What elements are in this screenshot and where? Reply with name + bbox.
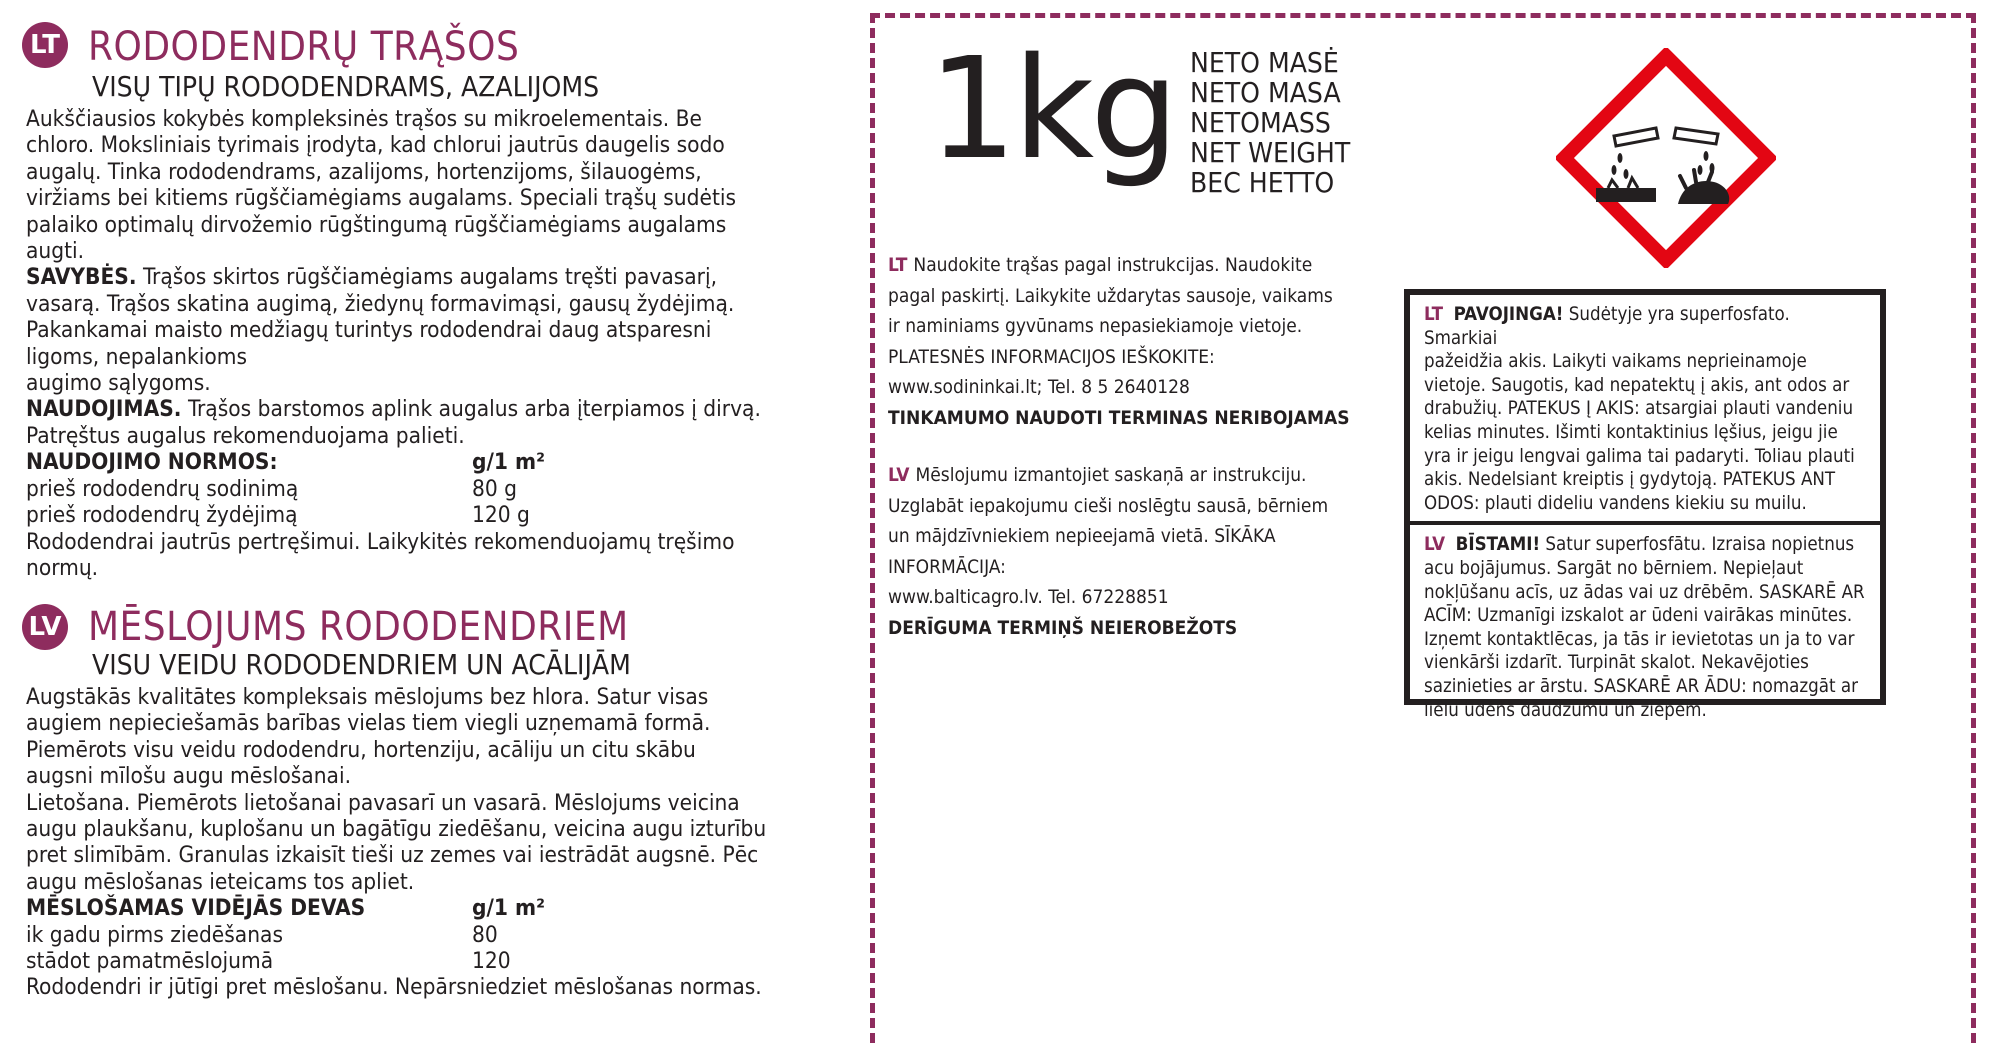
- hazard-lv-line: ACĪM: Uzmanīgi izskalot ar ūdeni vairākas minūtes.: [1424, 605, 1853, 627]
- lt-properties-text: Trąšos skirtos rūgščiamėgiams augalams tręšti pavasarį,: [136, 264, 718, 291]
- lt-rate-label: prieš rododendrų sodinimą: [26, 475, 299, 502]
- lv-rate-row: [26, 948, 826, 974]
- lt-desc-line: viržiams bei kitiems rūgščiamėgiams augalams. Speciali trąšų sudėtis: [26, 185, 737, 212]
- usage-lv-line: un mājdzīvniekiem nepieejamā vietā. SĪKĀKA: [888, 525, 1276, 548]
- lt-desc-line: palaiko optimalų dirvožemio rūgštingumą rūgščiamėgiams augalams: [26, 211, 727, 238]
- hazard-lt-line: yra ir jeigu lengvai galima tai padaryti. Toliau plauti: [1424, 445, 1855, 467]
- lt-product-subtitle: VISŲ TIPŲ RODODENDRAMS, AZALIJOMS: [92, 70, 600, 103]
- net-weight-label: NET WEIGHT: [1190, 136, 1351, 169]
- lt-desc-line: Aukščiausios kokybės kompleksinės trąšos su mikroelementais. Be: [26, 106, 702, 132]
- lt-rate-row: [26, 476, 826, 502]
- hazard-statements-box: [1404, 289, 1886, 721]
- usage-lv-line: Mēslojumu izmantojiet saskaņā ar instrukciju.: [915, 464, 1307, 486]
- lt-desc-line: chloro. Moksliniais tyrimais įrodyta, kad chlorui jautrūs daugelis sodo: [26, 132, 725, 159]
- usage-lv-expiry: DERĪGUMA TERMIŅŠ NEIEROBEŽOTS: [888, 616, 1238, 639]
- usage-lt-expiry: TINKAMUMO NAUDOTI TERMINAS NERIBOJAMAS: [888, 406, 1350, 429]
- lt-rate-label: prieš rododendrų žydėjimą: [26, 502, 298, 529]
- hazard-lv-line: sazinieties ar ārstu. SASKARĒ AR ĀDU: nomazgāt ar: [1424, 675, 1859, 697]
- lt-rate-row: [26, 502, 826, 528]
- hazard-lv-tag: LV: [1424, 534, 1446, 556]
- lv-rates-header: MĒSLOŠAMAS VIDĒJĀS DEVAS: [26, 895, 366, 922]
- hazard-lv-line: nokļūšanu acīs, uz ādas vai uz drēbēm. SASKARĒ AR: [1424, 581, 1865, 603]
- hazard-lt-tag: LT: [1424, 304, 1443, 325]
- lt-language-badge: LT: [22, 22, 68, 68]
- net-weight-label: NETOMASS: [1190, 106, 1331, 139]
- lv-rates-header-row: [26, 895, 826, 921]
- corrosion-icon: [1556, 48, 1776, 268]
- lv-desc-line: Lietošana. Piemērots lietošanai pavasarī un vasarā. Mēslojums veicina: [26, 789, 740, 816]
- net-weight-label: NETO MASĖ: [1190, 46, 1339, 79]
- usage-lt-block: [888, 250, 1368, 434]
- hazard-lv-line: vienkārši izdarīt. Turpināt skalot. Nekavējoties: [1424, 652, 1809, 674]
- lt-properties-line: Pakankamai maisto medžiagų turintys rododendrai daug atsparesni: [26, 317, 712, 344]
- lv-desc-line: augu mēslošanas ieteicams tos apliet.: [26, 868, 415, 895]
- hazard-lv-section: [1410, 525, 1880, 728]
- lv-product-title: MĒSLOJUMS RODODENDRIEM: [88, 604, 629, 650]
- lt-usage-label: NAUDOJIMAS.: [26, 396, 182, 423]
- hazard-lv-line: Satur superfosfātu. Izraisa nopietnus: [1540, 534, 1855, 556]
- usage-lt-line: Naudokite trąšas pagal instrukcijas. Naudokite: [913, 254, 1313, 276]
- hazard-lt-line: akis. Nedelsiant kreiptis į gydytoją. PATEKUS ANT: [1424, 469, 1836, 491]
- usage-lt-line: PLATESNĖS INFORMACIJOS IEŠKOKITE:: [888, 345, 1215, 368]
- hazard-lv-line: Izņemt kontaktlēcas, ja tās ir ievietotas un ja to var: [1424, 628, 1855, 650]
- lt-properties-line: vasarą. Trąšos skatina augimą, žiedynų formavimąsi, gausų žydėjimą.: [26, 290, 735, 317]
- lv-desc-line: augsni mīlošu augu mēslošanai.: [26, 763, 351, 790]
- lt-properties-line: augimo sąlygoms.: [26, 370, 211, 397]
- lt-usage-text: Trąšos barstomos aplink augalus arba įterpiamos į dirvą.: [181, 396, 761, 423]
- lv-language-badge: LV: [22, 604, 68, 650]
- lt-rates-unit: g/1 m²: [472, 449, 545, 476]
- lv-footer-line: Rododendri ir jūtīgi pret mēslošanu. Nepārsniedziet mēslošanas normas.: [26, 974, 762, 1001]
- lv-rate-value: 80: [472, 921, 498, 948]
- lv-rate-value: 120: [472, 948, 511, 975]
- net-weight-labels: [1190, 48, 1350, 198]
- usage-lv-tag: LV: [888, 464, 910, 486]
- lv-desc-line: Piemērots visu veidu rododendru, hortenziju, acāliju un citu skābu: [26, 736, 696, 763]
- usage-lt-line: ir naminiams gyvūnams nepasiekiamoje vietoje.: [888, 315, 1303, 338]
- lt-rates-header: NAUDOJIMO NORMOS:: [26, 449, 278, 476]
- hazard-lt-line: kelias minutes. Išimti kontaktinius lęšius, jeigu jie: [1424, 421, 1838, 443]
- hazard-lt-line: Sudėtyje yra superfosfato. Smarkiai: [1424, 304, 1790, 349]
- lv-product-subtitle: VISU VEIDU RODODENDRIEM UN ACĀLIJĀM: [92, 648, 631, 681]
- lt-desc-line: augalų. Tinka rododendrams, azalijoms, hortenzijoms, šilauogėms,: [26, 158, 702, 185]
- lv-rate-label: stādot pamatmēslojumā: [26, 948, 274, 975]
- lt-rates-header-row: [26, 449, 826, 475]
- usage-lv-line: INFORMĀCIJA:: [888, 555, 1006, 578]
- lt-usage-line: Patręštus augalus rekomenduojama palieti.: [26, 422, 465, 449]
- net-weight-label: NETO MASA: [1190, 76, 1341, 109]
- lv-desc-line: pret slimībām. Granulas izkaisīt tieši uz zemes vai iestrādāt augsnē. Pēc: [26, 842, 759, 869]
- hazard-lt-signal-word: PAVOJINGA!: [1453, 304, 1564, 325]
- lv-rate-label: ik gadu pirms ziedēšanas: [26, 921, 283, 948]
- lt-desc-line: augti.: [26, 238, 85, 265]
- usage-lt-tag: LT: [888, 254, 908, 276]
- usage-lv-line: Uzglabāt iepakojumu cieši noslēgtu sausā, bērniem: [888, 494, 1329, 517]
- lt-properties-line: ligoms, nepalankioms: [26, 343, 248, 370]
- lv-rates-unit: g/1 m²: [472, 895, 545, 922]
- usage-lt-line: www.sodininkai.lt; Tel. 8 5 2640128: [888, 376, 1190, 399]
- hazard-lv-line: lielu ūdens daudzumu un ziepēm.: [1424, 699, 1707, 721]
- lv-desc-line: augu plaukšanu, kuplošanu un bagātīgu ziedēšanu, veicina augu izturību: [26, 816, 767, 843]
- lt-properties-label: SAVYBĖS.: [26, 264, 137, 291]
- hazard-lt-line: drabužių. PATEKUS Į AKIS: atsargiai plauti vandeniu: [1424, 398, 1854, 420]
- usage-lv-block: [888, 460, 1368, 644]
- lt-usage-line: [26, 396, 826, 422]
- lt-product-title: RODODENDRŲ TRĄŠOS: [88, 24, 520, 70]
- hazard-lt-section: [1410, 295, 1880, 521]
- hazard-lt-line: vietoje. Saugotis, kad nepatektų į akis, ant odos ar: [1424, 374, 1850, 396]
- hazard-lv-line: acu bojājumus. Sargāt no bērniem. Nepieļaut: [1424, 557, 1804, 579]
- hazard-lv-signal-word: BĪSTAMI!: [1455, 534, 1541, 556]
- lv-rate-row: [26, 922, 826, 948]
- lv-desc-line: augiem nepieciešamās barības vielas tiem viegli uzņemamā formā.: [26, 710, 711, 737]
- hazard-lt-line: pažeidžia akis. Laikyti vaikams neprieinamoje: [1424, 351, 1807, 373]
- hazard-lt-line: ODOS: plauti dideliu vandens kiekiu su muilu.: [1424, 492, 1807, 514]
- lt-properties-line: [26, 264, 826, 290]
- net-weight-value: 1kg: [928, 28, 1176, 191]
- lt-rate-value: 80 g: [472, 475, 518, 502]
- lt-footer-line: normų.: [26, 554, 99, 581]
- usage-lv-line: www.balticagro.lv. Tel. 67228851: [888, 586, 1169, 609]
- lt-rate-value: 120 g: [472, 502, 530, 529]
- lv-description: [26, 684, 826, 1001]
- lt-footer-line: Rododendrai jautrūs pertręšimui. Laikykitės rekomenduojamų tręšimo: [26, 528, 735, 555]
- lt-description: [26, 106, 826, 581]
- lv-desc-line: Augstākās kvalitātes kompleksais mēslojums bez hlora. Satur visas: [26, 684, 709, 710]
- net-weight-label: ВЕС НЕТТО: [1190, 166, 1335, 199]
- usage-lt-line: pagal paskirtį. Laikykite uždarytas sausoje, vaikams: [888, 284, 1333, 307]
